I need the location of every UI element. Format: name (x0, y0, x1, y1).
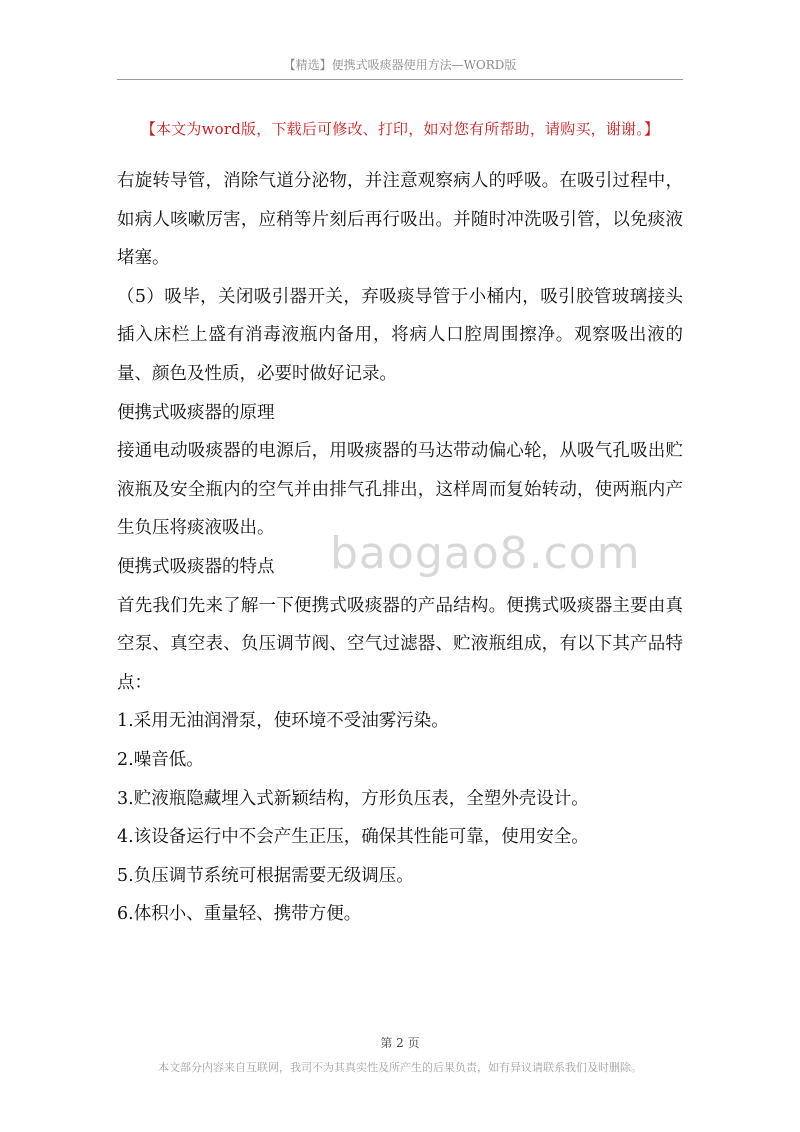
paragraph: 首先我们先来了解一下便携式吸痰器的产品结构。便携式吸痰器主要由真空泵、真空表、负压调节阀、空气过滤器、贮液瓶组成，有以下其产品特点： (117, 595, 683, 693)
section-heading: 便携式吸痰器的特点 (117, 556, 275, 577)
purchase-notice: 【本文为word版，下载后可修改、打印，如对您有所帮助，请购买，谢谢。】 (140, 120, 660, 138)
paragraph: 接通电动吸痰器的电源后，用吸痰器的马达带动偏心轮，从吸气孔吸出贮液瓶及安全瓶内的空气并由排气孔排出，这样周而复始转动，使两瓶内产生负压将痰液吸出。 (117, 441, 683, 539)
list-item: 4.该设备运行中不会产生正压，确保其性能可靠，使用安全。 (117, 827, 589, 848)
list-item: 2.噪音低。 (117, 749, 204, 770)
paragraph: 右旋转导管，消除气道分泌物，并注意观察病人的呼吸。在吸引过程中，如病人咳嗽厉害，应稍等片刻后再行吸出。并随时冲洗吸引管，以免痰液堵塞。 (117, 171, 683, 269)
page-header: 【精选】便携式吸痰器使用方法—WORD版 (117, 56, 683, 80)
page-number: 第 2 页 (380, 1036, 420, 1050)
list-item: 6.体积小、重量轻、携带方便。 (117, 904, 362, 925)
watermark: baogao8.com (330, 528, 641, 579)
list-item: 3.贮液瓶隐藏埋入式新颖结构，方形负压表，全塑外壳设计。 (117, 788, 589, 809)
section-heading: 便携式吸痰器的原理 (117, 402, 275, 423)
list-item: 5.负压调节系统可根据需要无级调压。 (117, 865, 414, 886)
footer-disclaimer: 本文部分内容来自互联网，我司不为其真实性及所产生的后果负责，如有异议请联系我们及时删除。 (158, 1061, 642, 1074)
list-item: 1.采用无油润滑泵，使环境不受油雾污染。 (117, 711, 449, 732)
paragraph: （5）吸毕，关闭吸引器开关，弃吸痰导管于小桶内，吸引胶管玻璃接头插入床栏上盛有消毒液瓶内备用，将病人口腔周围擦净。观察吸出液的量、颜色及性质，必要时做好记录。 (117, 286, 683, 384)
